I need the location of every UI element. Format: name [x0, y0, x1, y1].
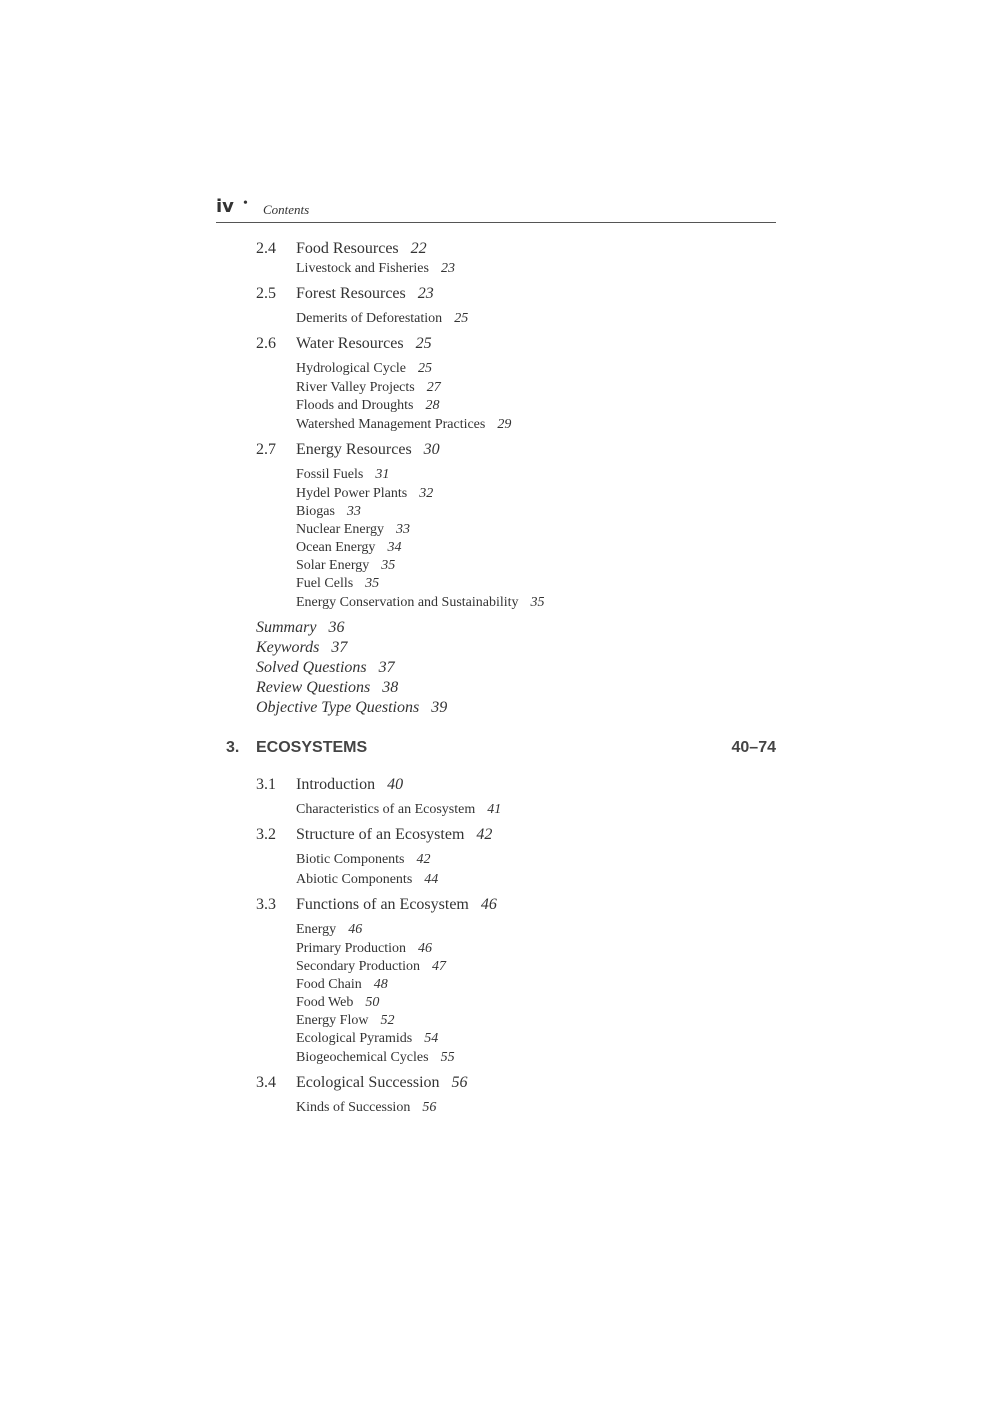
toc-subsection[interactable]	[296, 1032, 438, 1046]
toc-section[interactable]	[296, 241, 427, 257]
subsection-title: Energy	[296, 922, 337, 937]
toc-end-matter[interactable]	[256, 640, 347, 656]
subsection-page: 42	[416, 852, 431, 867]
toc-subsection[interactable]	[296, 505, 361, 519]
section-number: 2.7	[256, 441, 276, 458]
end-matter-title: Objective Type Questions	[256, 699, 420, 716]
subsection-page: 50	[365, 995, 380, 1010]
subsection-title: Ecological Pyramids	[296, 1031, 413, 1046]
toc-subsection[interactable]	[296, 1051, 455, 1065]
section-number: 3.1	[256, 776, 276, 793]
toc-subsection[interactable]	[296, 523, 410, 537]
toc-subsection[interactable]	[296, 1101, 436, 1115]
section-title: Energy Resources	[296, 441, 412, 458]
end-matter-page: 38	[382, 679, 399, 696]
subsection-title: Fuel Cells	[296, 576, 354, 591]
toc-end-matter[interactable]	[256, 660, 395, 676]
subsection-title: Primary Production	[296, 941, 407, 956]
section-page: 25	[415, 335, 432, 352]
end-matter-page: 37	[378, 659, 395, 676]
subsection-page: 33	[346, 504, 361, 519]
section-number: 3.2	[256, 826, 276, 843]
subsection-page: 41	[487, 802, 502, 817]
subsection-page: 46	[418, 941, 433, 956]
section-number: 2.6	[256, 335, 276, 352]
chapter-page-range: 40–74	[731, 739, 776, 756]
toc-subsection[interactable]	[296, 996, 379, 1010]
section-title: Introduction	[296, 776, 376, 793]
toc-subsection[interactable]	[296, 418, 511, 432]
subsection-page: 25	[418, 361, 433, 376]
toc-subsection[interactable]	[296, 853, 431, 867]
section-title: Forest Resources	[296, 285, 406, 302]
subsection-page: 32	[419, 486, 434, 501]
subsection-title: Nuclear Energy	[296, 522, 384, 537]
subsection-title: Characteristics of an Ecosystem	[296, 802, 476, 817]
subsection-page: 27	[426, 380, 441, 395]
subsection-page: 33	[395, 522, 410, 537]
toc-section[interactable]	[296, 897, 497, 913]
subsection-page: 35	[381, 558, 396, 573]
subsection-title: Ocean Energy	[296, 540, 376, 555]
subsection-page: 28	[425, 398, 440, 413]
toc-subsection[interactable]	[296, 262, 455, 276]
section-number: 3.3	[256, 896, 276, 913]
section-title: Water Resources	[296, 335, 404, 352]
page-number: iv	[216, 196, 234, 217]
toc-end-matter[interactable]	[256, 620, 344, 636]
subsection-title: Food Web	[296, 995, 354, 1010]
subsection-title: Hydrological Cycle	[296, 361, 407, 376]
end-matter-page: 37	[331, 639, 348, 656]
toc-section[interactable]	[296, 442, 440, 458]
subsection-page: 56	[422, 1100, 437, 1115]
section-title: Food Resources	[296, 240, 399, 257]
subsection-page: 31	[375, 467, 390, 482]
chapter-title[interactable]: ECOSYSTEMS	[256, 739, 368, 756]
toc-end-matter[interactable]	[256, 700, 447, 716]
subsection-title: Biogeochemical Cycles	[296, 1050, 429, 1065]
subsection-title: Watershed Management Practices	[296, 417, 486, 432]
section-page: 23	[417, 285, 434, 302]
toc-section[interactable]	[296, 286, 434, 302]
end-matter-title: Keywords	[256, 639, 320, 656]
toc-end-matter[interactable]	[256, 680, 398, 696]
running-header	[216, 195, 776, 223]
subsection-page: 54	[424, 1031, 439, 1046]
section-page: 40	[387, 776, 404, 793]
subsection-title: Hydel Power Plants	[296, 486, 408, 501]
section-number: 2.4	[256, 240, 276, 257]
subsection-page: 25	[454, 311, 469, 326]
toc-subsection[interactable]	[296, 873, 438, 887]
subsection-title: River Valley Projects	[296, 380, 415, 395]
section-page: 22	[410, 240, 427, 257]
subsection-title: Kinds of Succession	[296, 1100, 411, 1115]
toc-section[interactable]	[296, 336, 432, 352]
toc-subsection[interactable]	[296, 559, 395, 573]
toc-subsection[interactable]	[296, 362, 432, 376]
subsection-title: Food Chain	[296, 977, 362, 992]
subsection-page: 47	[432, 959, 447, 974]
subsection-title: Biotic Components	[296, 852, 405, 867]
toc-subsection[interactable]	[296, 381, 441, 395]
header-bullet: •	[243, 196, 248, 211]
toc-subsection[interactable]	[296, 803, 501, 817]
section-page: 56	[451, 1074, 468, 1091]
subsection-title: Secondary Production	[296, 959, 421, 974]
subsection-page: 34	[387, 540, 402, 555]
subsection-page: 48	[373, 977, 388, 992]
toc-subsection[interactable]	[296, 312, 468, 326]
subsection-title: Demerits of Deforestation	[296, 311, 443, 326]
subsection-page: 44	[424, 872, 439, 887]
section-page: 42	[476, 826, 493, 843]
subsection-page: 35	[530, 595, 545, 610]
section-page: 30	[423, 441, 440, 458]
section-title: Structure of an Ecosystem	[296, 826, 465, 843]
subsection-title: Energy Flow	[296, 1013, 369, 1028]
section-title: Ecological Succession	[296, 1074, 440, 1091]
subsection-title: Livestock and Fisheries	[296, 261, 429, 276]
subsection-title: Solar Energy	[296, 558, 370, 573]
subsection-title: Floods and Droughts	[296, 398, 414, 413]
toc-section[interactable]	[296, 827, 492, 843]
running-title: Contents	[263, 202, 310, 217]
toc-subsection[interactable]	[296, 923, 362, 937]
subsection-title: Energy Conservation and Sustainability	[296, 595, 519, 610]
subsection-title: Biogas	[296, 504, 335, 519]
toc-subsection[interactable]	[296, 596, 545, 610]
toc-subsection[interactable]	[296, 468, 389, 482]
subsection-page: 46	[348, 922, 363, 937]
toc-subsection[interactable]	[296, 487, 433, 501]
chapter-number: 3.	[226, 739, 240, 756]
end-matter-title: Solved Questions	[256, 659, 367, 676]
toc-section[interactable]	[296, 777, 403, 793]
toc-subsection[interactable]	[296, 399, 439, 413]
section-page: 46	[480, 896, 497, 913]
toc-subsection[interactable]	[296, 577, 379, 591]
section-number: 2.5	[256, 285, 276, 302]
toc-subsection[interactable]	[296, 960, 446, 974]
subsection-page: 29	[497, 417, 512, 432]
toc-subsection[interactable]	[296, 1014, 394, 1028]
subsection-page: 55	[440, 1050, 455, 1065]
subsection-title: Fossil Fuels	[296, 467, 364, 482]
end-matter-title: Review Questions	[256, 679, 371, 696]
end-matter-page: 39	[431, 699, 448, 716]
toc-subsection[interactable]	[296, 541, 401, 555]
section-number: 3.4	[256, 1074, 276, 1091]
subsection-page: 52	[380, 1013, 395, 1028]
toc-subsection[interactable]	[296, 978, 388, 992]
end-matter-title: Summary	[256, 619, 317, 636]
subsection-page: 35	[365, 576, 380, 591]
end-matter-page: 36	[328, 619, 345, 636]
section-title: Functions of an Ecosystem	[296, 896, 469, 913]
toc-section[interactable]	[296, 1075, 468, 1091]
toc-subsection[interactable]	[296, 942, 432, 956]
subsection-title: Abiotic Components	[296, 872, 413, 887]
subsection-page: 23	[440, 261, 455, 276]
